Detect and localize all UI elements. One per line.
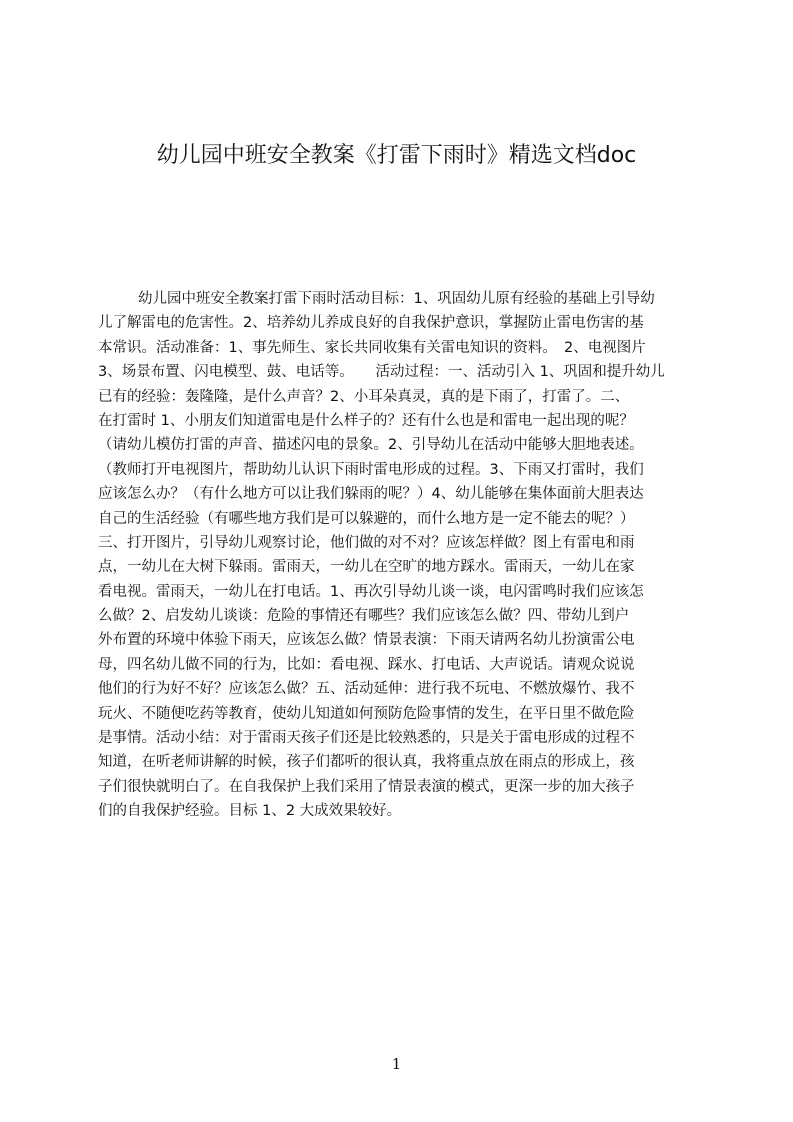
- text-line: 本常识。活动准备：1、事先师生、家长共同收集有关雷电知识的资料。 2、电视图片: [98, 339, 646, 356]
- text-line: 是事情。活动小结：对于雷雨天孩子们还是比较熟悉的，只是关于雷电形成的过程不: [98, 730, 635, 747]
- page-number: 1: [391, 1055, 402, 1073]
- text-line: 幼儿园中班安全教案打雷下雨时活动目标：1、巩固幼儿原有经验的基础上引导幼: [138, 291, 655, 307]
- body-paragraph: [98, 287, 700, 824]
- text-line: 么做？2、启发幼儿谈谈：危险的事情还有哪些？我们应该怎么做？四、带幼儿到户: [98, 608, 630, 625]
- text-line: 知道，在听老师讲解的时候，孩子们都听的很认真，我将重点放在雨点的形成上，孩: [98, 754, 635, 771]
- text-line: （请幼儿模仿打雷的声音、描述闪电的景象。2、引导幼儿在活动中能够大胆地表述。: [98, 437, 644, 454]
- text-line: 子们很快就明白了。在自我保护上我们采用了情景表演的模式，更深一步的加大孩子: [98, 778, 635, 795]
- text-line: 他们的行为好不好？应该怎么做？五、活动延伸：进行我不玩电、不燃放爆竹、我不: [98, 681, 635, 698]
- text-line: 已有的经验：轰隆隆，是什么声音？2、小耳朵真灵，真的是下雨了，打雷了。二、: [98, 388, 630, 405]
- text-line: 自己的生活经验（有哪些地方我们是可以躲避的，而什么地方是一定不能去的呢？）: [98, 510, 635, 527]
- text-line: 3、场景布置、闪电模型、鼓、电话等。 活动过程：一、活动引入 1、巩固和提升幼儿: [98, 364, 665, 381]
- text-line: 母，四名幼儿做不同的行为，比如：看电视、踩水、打电话、大声说话。请观众说说: [98, 656, 635, 673]
- text-line: 玩火、不随便吃药等教育，使幼儿知道如何预防危险事情的发生，在平日里不做危险: [98, 705, 635, 722]
- text-line: 应该怎么办？（有什么地方可以让我们躲雨的呢？）4、幼儿能够在集体面前大胆表达: [98, 486, 644, 503]
- text-line: 看电视。雷雨天，一幼儿在打电话。1、再次引导幼儿谈一谈，电闪雷鸣时我们应该怎: [98, 583, 644, 600]
- document-title: 幼儿园中班安全教案《打雷下雨时》精选文档doc: [156, 143, 637, 168]
- text-line: 点，一幼儿在大树下躲雨。雷雨天，一幼儿在空旷的地方踩水。雷雨天，一幼儿在家: [98, 559, 635, 576]
- text-line: 三、打开图片，引导幼儿观察讨论，他们做的对不对？应该怎样做？图上有雷电和雨: [98, 534, 635, 551]
- text-line: 外布置的环境中体验下雨天，应该怎么做？情景表演：下雨天请两名幼儿扮演雷公电: [98, 632, 635, 649]
- text-line: 在打雷时 1、小朋友们知道雷电是什么样子的？还有什么也是和雷电一起出现的呢？: [98, 412, 634, 429]
- text-line: 们的自我保护经验。目标 1、2 大成效果较好。: [98, 803, 402, 820]
- text-line: 儿了解雷电的危害性。2、培养幼儿养成良好的自我保护意识，掌握防止雷电伤害的基: [98, 315, 644, 332]
- text-line: （教师打开电视图片，帮助幼儿认识下雨时雷电形成的过程。3、下雨又打雷时，我们: [98, 461, 644, 478]
